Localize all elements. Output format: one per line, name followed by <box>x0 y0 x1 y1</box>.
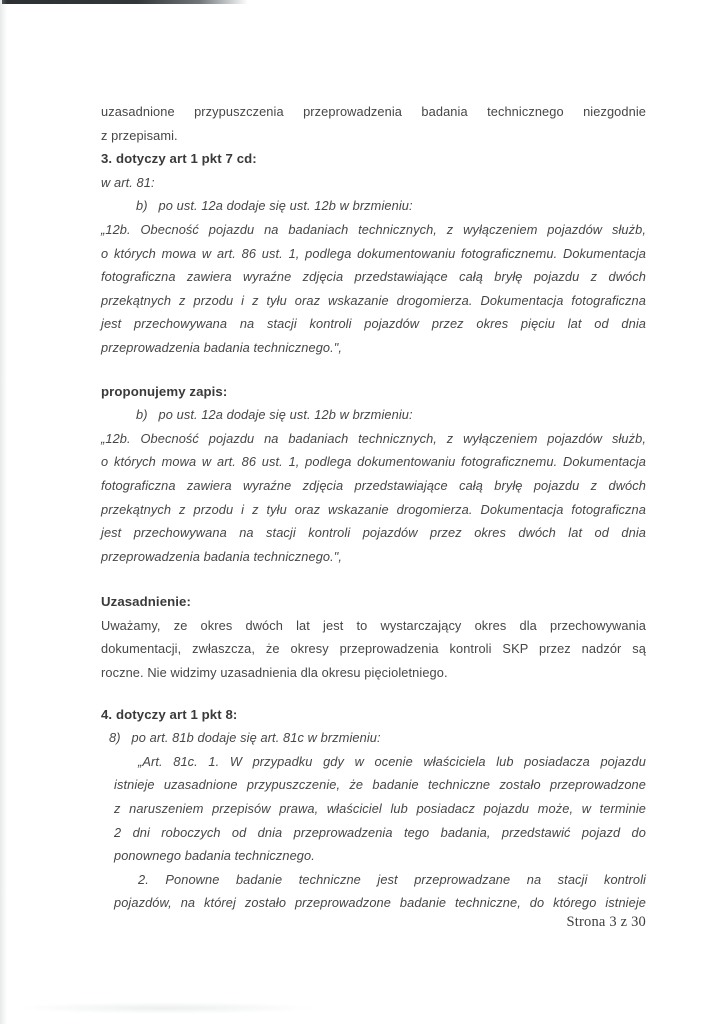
scan-artifact-top-edge <box>2 0 248 4</box>
text-line: Uważamy, ze okres dwóch lat jest to wystarczający okres dla przechowywania <box>101 617 646 633</box>
text-line: b) po ust. 12a dodaje się ust. 12b w brzmieniu: <box>136 198 413 214</box>
point-b-proposed <box>136 403 646 427</box>
text-line: 2 dni roboczych od dnia przeprowadzenia tego badania, przedstawić pojazd do <box>114 824 646 840</box>
text-line: jest przechowywana na stacji kontroli pojazdów przez okres pięciu lat od dnia <box>101 316 646 332</box>
text-line: pojazdów, na której zostało przeprowadzone badanie techniczne, do którego istnieje <box>114 895 646 911</box>
text-line: Uzasadnienie: <box>101 594 191 610</box>
section-4-heading <box>101 703 646 727</box>
text-line: z naruszeniem przepisów prawa, właściciel lub posiadacz pojazdu może, w terminie <box>114 801 646 817</box>
text-line: 2. Ponowne badanie techniczne jest przeprowadzane na stacji kontroli <box>138 871 646 887</box>
point-8 <box>109 726 646 750</box>
text-line: uzasadnione przypuszczenia przeprowadzenia badania technicznego niezgodnie <box>101 104 646 119</box>
text-line: „Art. 81c. 1. W przypadku gdy w ocenie właściciela lub posiadacza pojazdu <box>138 753 646 769</box>
text-line: 8) po art. 81b dodaje się art. 81c w brzmieniu: <box>109 730 381 746</box>
quoted-provision-81c <box>114 750 646 915</box>
text-line: 3. dotyczy art 1 pkt 7 cd: <box>101 151 257 167</box>
text-line: o których mowa w art. 86 ust. 1, podlega dokumentowaniu fotograficznemu. Dokumentacja <box>101 454 646 470</box>
text-line: z przepisami. <box>101 127 178 143</box>
text-line: przekątnych z przodu i z tyłu oraz wskazanie drogomierza. Dokumentacja fotograficzna <box>101 292 646 308</box>
text-line: proponujemy zapis: <box>101 383 228 399</box>
text-line: fotograficzna zawiera wyraźne zdjęcia przedstawiające całą bryłę pojazdu z dwóch <box>101 269 646 285</box>
scan-artifact-bottom-smudge <box>16 1002 316 1014</box>
scan-artifact-left-edge <box>0 0 7 1024</box>
text-line: przeprowadzenia badania technicznego.", <box>101 339 343 355</box>
quoted-provision-proposed <box>101 427 646 569</box>
justification-paragraph <box>101 614 646 685</box>
section-3-heading <box>101 147 646 171</box>
text-line: „12b. Obecność pojazdu na badaniach technicznych, z wyłączeniem pojazdów służb, <box>101 430 646 446</box>
text-line: jest przechowywana na stacji kontroli pojazdów przez okres dwóch lat od dnia <box>101 525 646 541</box>
document-body <box>101 100 646 935</box>
text-line: przekątnych z przodu i z tyłu oraz wskazanie drogomierza. Dokumentacja fotograficzna <box>101 501 646 517</box>
text-line: roczne. Nie widzimy uzasadnienia dla okresu pięcioletniego. <box>101 665 448 681</box>
quoted-provision-current <box>101 218 646 360</box>
text-line: istnieje uzasadnione przypuszczenie, że badanie techniczne zostało przeprowadzone <box>114 777 646 793</box>
text-line: fotograficzna zawiera wyraźne zdjęcia przedstawiające całą bryłę pojazdu z dwóch <box>101 477 646 493</box>
article-81-ref <box>101 171 646 195</box>
text-line: o których mowa w art. 86 ust. 1, podlega dokumentowaniu fotograficznemu. Dokumentacja <box>101 245 646 261</box>
intro-paragraph <box>101 100 646 147</box>
point-b-current <box>136 194 646 218</box>
text-line: przeprowadzenia badania technicznego.", <box>101 548 343 564</box>
text-line: w art. 81: <box>101 174 155 190</box>
justification-heading <box>101 590 646 614</box>
text-line: 4. dotyczy art 1 pkt 8: <box>101 706 238 722</box>
text-line: Strona 3 z 30 <box>566 914 646 930</box>
text-line: b) po ust. 12a dodaje się ust. 12b w brzmieniu: <box>136 407 413 423</box>
text-line: ponownego badania technicznego. <box>114 848 315 864</box>
proposed-wording-heading <box>101 380 646 404</box>
text-line: dokumentacji, zwłaszcza, że okresy przeprowadzenia kontroli SKP przez nadzór są <box>101 641 646 657</box>
text-line: „12b. Obecność pojazdu na badaniach technicznych, z wyłączeniem pojazdów służb, <box>101 221 646 237</box>
